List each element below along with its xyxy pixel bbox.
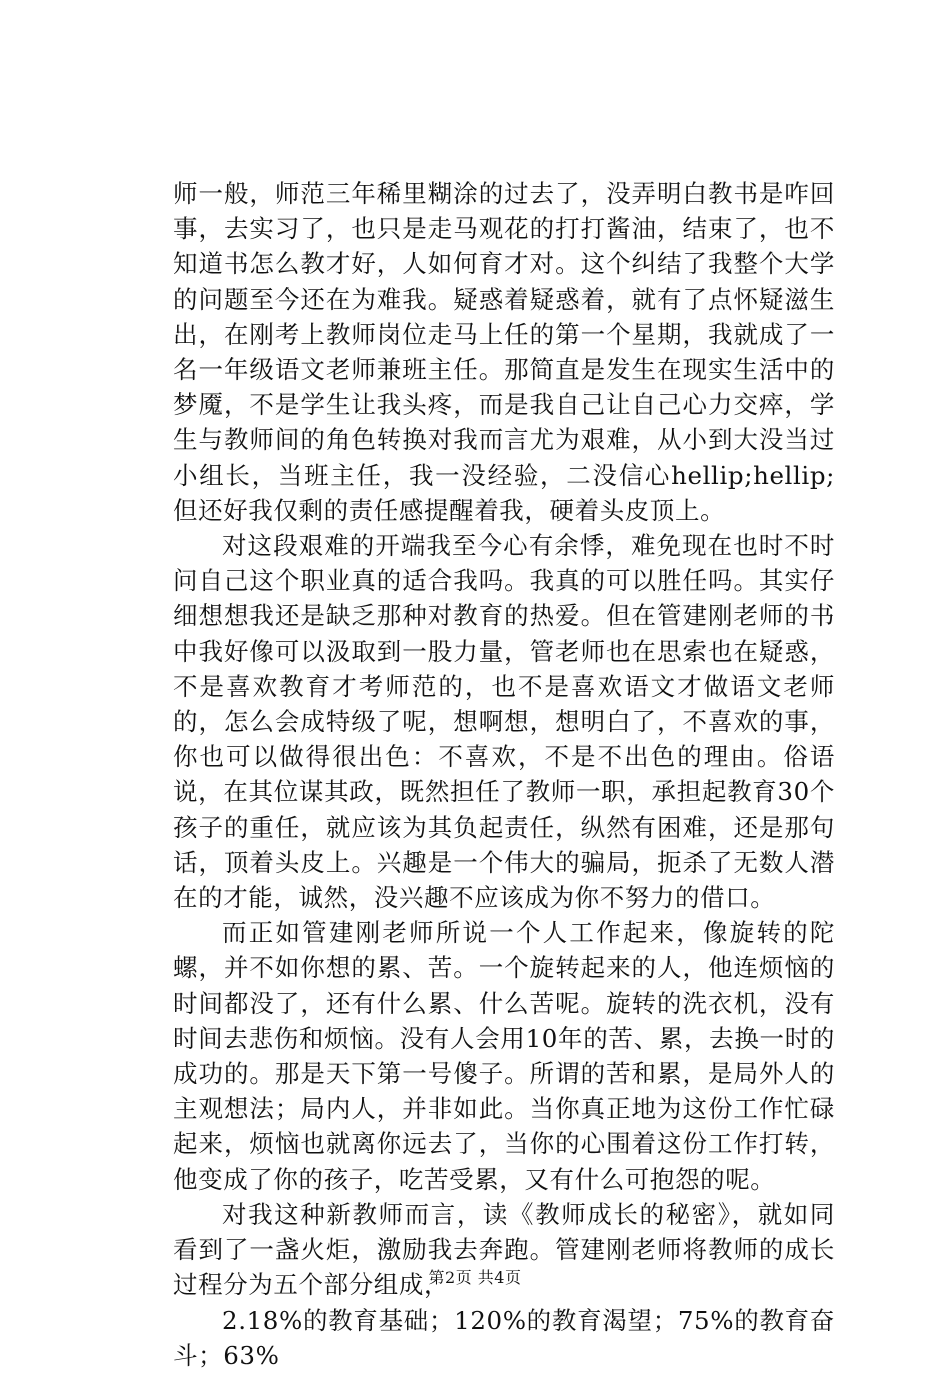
- paragraph-2: 对这段艰难的开端我至今心有余悸，难免现在也时不时问自己这个职业真的适合我吗。我真的可以胜任吗。其实仔细想想我还是缺乏那种对教育的热爱。但在管建刚老师的书中我好像可以汲取到一股力量，管老师也在思索也在疑惑，不是喜欢教育才考师范的，也不是喜欢语文才做语文老师的，怎么会成特级了呢，想啊想，想明白了，不喜欢的事，你也可以做得很出色：不喜欢，不是不出色的理由。俗语说，在其位谋其政，既然担任了教师一职，承担起教育30个孩子的重任，就应该为其负起责任，纵然有困难，还是那句话，顶着头皮上。兴趣是一个伟大的骗局，扼杀了无数人潜在的才能，诚然，没兴趣不应该成为你不努力的借口。: [173, 531, 835, 913]
- paragraph-3: 而正如管建刚老师所说一个人工作起来，像旋转的陀螺，并不如你想的累、苦。一个旋转起来的人，他连烦恼的时间都没了，还有什么累、什么苦呢。旋转的洗衣机，没有时间去悲伤和烦恼。没有人会用10年的苦、累，去换一时的成功的。那是天下第一号傻子。所谓的苦和累，是局外人的主观想法；局内人，并非如此。当你真正地为这份工作忙碌起来，烦恼也就离你远去了，当你的心围着这份工作打转，他变成了你的孩子，吃苦受累，又有什么可抱怨的呢。: [173, 918, 835, 1194]
- document-body: [173, 176, 835, 1373]
- paragraph-1: 师一般，师范三年稀里糊涂的过去了，没弄明白教书是咋回事，去实习了，也只是走马观花的打打酱油，结束了，也不知道书怎么教才好，人如何育才对。这个纠结了我整个大学的问题至今还在为难我。疑惑着疑惑着，就有了点怀疑滋生出，在刚考上教师岗位走马上任的第一个星期，我就成了一名一年级语文老师兼班主任。那简直是发生在现实生活中的梦魇，不是学生让我头疼，而是我自己让自己心力交瘁，学生与教师间的角色转换对我而言尤为艰难，从小到大没当过小组长，当班主任，我一没经验，二没信心hellip;hellip;但还好我仅剩的责任感提醒着我，硬着头皮顶上。: [173, 179, 835, 525]
- paragraph-5: 2.18%的教育基础；120%的教育渴望；75%的教育奋斗；63%: [173, 1305, 835, 1370]
- paragraph-4: 对我这种新教师而言，读《教师成长的秘密》，就如同看到了一盏火炬，激励我去奔跑。管建刚老师将教师的成长过程分为五个部分组成，: [173, 1199, 835, 1300]
- page-number-footer: 第2页 共4页: [428, 1268, 522, 1287]
